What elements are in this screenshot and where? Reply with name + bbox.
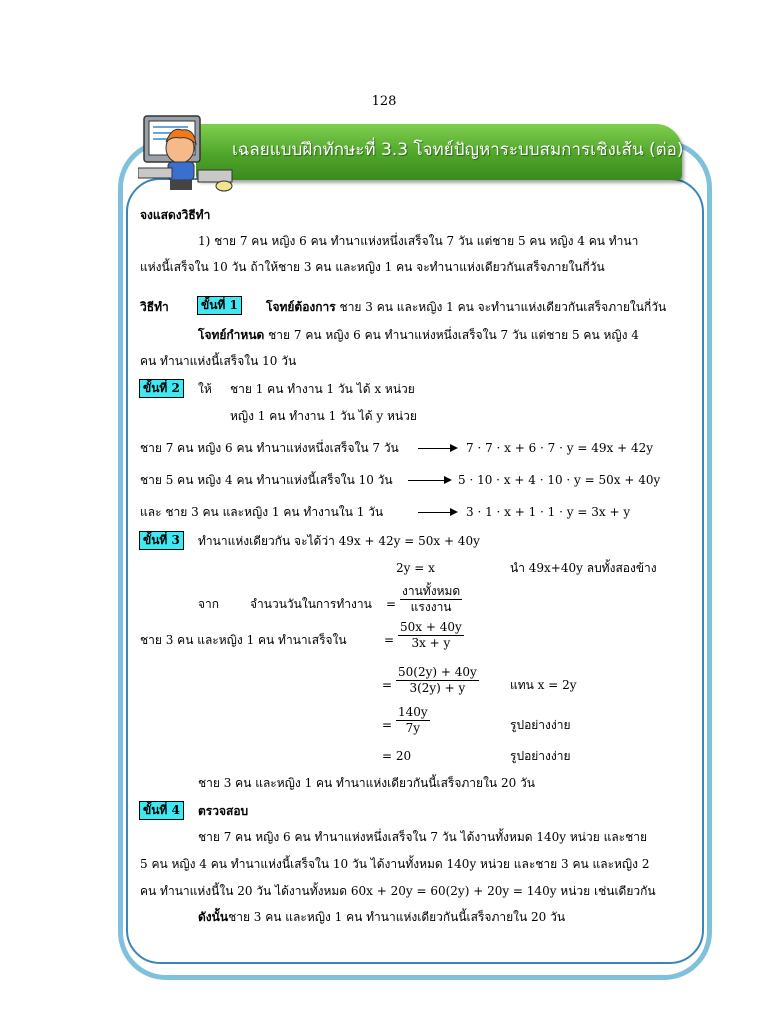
fraction-denominator: 3(2y) + y xyxy=(409,681,466,695)
fraction-3 xyxy=(396,705,430,736)
fraction-denominator: 3x + y xyxy=(411,636,451,650)
step-3-result: = 20 xyxy=(382,749,412,763)
step-4-final: ดังนั้นชาย 3 คน และหญิง 1 คน ทำนาแห่งเดียวกันนี้เสร็จภายใน 20 วัน xyxy=(198,910,566,924)
step-3-days-label: จำนวนวันในการทำงาน xyxy=(250,597,372,611)
step-2-row-2-left: ชาย 5 คน หญิง 4 คน ทำนาแห่งนี้เสร็จใน 10 วัน xyxy=(140,473,393,487)
step-4-label: ตรวจสอบ xyxy=(198,804,249,818)
fraction-work-over-labor xyxy=(400,584,462,615)
step-2-row-3-left: และ ชาย 3 คน และหญิง 1 คน ทำงานใน 1 วัน xyxy=(140,505,384,519)
step-2-row-1-left: ชาย 7 คน หญิง 6 คน ทำนาแห่งหนึ่งเสร็จใน 7 วัน xyxy=(140,441,399,455)
fraction-numerator: 140y xyxy=(398,705,428,719)
step-3-note-1: นำ 49x+40y ลบทั้งสองข้าง xyxy=(510,561,657,575)
step-3-note-4: รูปอย่างง่าย xyxy=(510,749,571,763)
problem-line-2: แห่งนี้เสร็จใน 10 วัน ถ้าให้ชาย 3 คน และหญิง 1 คน จะทำนาแห่งเดียวกันเสร็จภายในกี่วัน xyxy=(140,260,605,274)
step-3-intro: ทำนาแห่งเดียวกัน จะได้ว่า 49x + 42y = 50x + 40y xyxy=(198,534,480,548)
fraction-1 xyxy=(398,620,464,651)
problem-line-1: 1) ชาย 7 คน หญิง 6 คน ทำนาแห่งหนึ่งเสร็จใน 7 วัน แต่ชาย 5 คน หญิง 4 คน ทำนา xyxy=(198,234,639,248)
banner-title: เฉลยแบบฝึกทักษะที่ 3.3 โจทย์ปัญหาระบบสมการเชิงเส้น (ต่อ) xyxy=(232,140,684,160)
step-3-note-3: รูปอย่างง่าย xyxy=(510,718,571,732)
step-3-tag: ขั้นที่ 3 xyxy=(139,531,184,550)
fraction-numerator: งานทั้งหมด xyxy=(402,584,461,598)
step-1-given: โจทย์กำหนด ชาย 7 คน หญิง 6 คน ทำนาแห่งหนึ่งเสร็จใน 7 วัน แต่ชาย 5 คน หญิง 4 xyxy=(198,328,639,342)
step-2-def-x: ชาย 1 คน ทำงาน 1 วัน ได้ x หน่วย xyxy=(230,382,415,396)
step-3-row-label: ชาย 3 คน และหญิง 1 คน ทำนาเสร็จใน xyxy=(140,633,347,647)
step-2-row-2-right: 5 · 10 · x + 4 · 10 · y = 50x + 40y xyxy=(458,473,661,487)
step-1-given-line-2: คน ทำนาแห่งนี้เสร็จใน 10 วัน xyxy=(140,354,297,368)
fraction-denominator: แรงงาน xyxy=(410,600,452,614)
equals-sign: = xyxy=(384,633,395,647)
step-4-tag: ขั้นที่ 4 xyxy=(139,801,184,820)
method-label: วิธีทำ xyxy=(140,300,169,314)
section-heading: จงแสดงวิธีทำ xyxy=(140,208,211,222)
step-4-line-2: 5 คน หญิง 4 คน ทำนาแห่งนี้เสร็จใน 10 วัน ได้งานทั้งหมด 140y หน่วย และชาย 3 คน และหญิง 2 xyxy=(140,857,650,871)
fraction-2 xyxy=(396,665,479,696)
step-1-tag: ขั้นที่ 1 xyxy=(197,296,242,315)
step-2-row-1-right: 7 · 7 · x + 6 · 7 · y = 49x + 42y xyxy=(466,441,653,455)
page-number: 128 xyxy=(371,94,397,109)
step-2-let: ให้ xyxy=(198,382,212,396)
fraction-numerator: 50(2y) + 40y xyxy=(398,665,477,679)
step-4-line-3: คน ทำนาแห่งนี้ใน 20 วัน ได้งานทั้งหมด 60x + 20y = 60(2y) + 20y = 140y หน่วย เช่นเดียวกัน xyxy=(140,884,656,898)
computer-student-icon xyxy=(138,112,238,196)
arrow-icon xyxy=(408,480,450,481)
step-2-row-3-right: 3 · 1 · x + 1 · 1 · y = 3x + y xyxy=(466,505,631,519)
step-2-def-y: หญิง 1 คน ทำงาน 1 วัน ได้ y หน่วย xyxy=(230,409,417,423)
step-1-want: โจทย์ต้องการ ชาย 3 คน และหญิง 1 คน จะทำนาแห่งเดียวกันเสร็จภายในกี่วัน xyxy=(266,300,667,314)
equals-sign: = xyxy=(382,718,393,732)
step-2-tag: ขั้นที่ 2 xyxy=(139,379,184,398)
arrow-icon xyxy=(418,512,456,513)
step-3-from: จาก xyxy=(198,597,220,611)
fraction-numerator: 50x + 40y xyxy=(400,620,462,634)
step-4-line-1: ชาย 7 คน หญิง 6 คน ทำนาแห่งหนึ่งเสร็จใน 7 วัน ได้งานทั้งหมด 140y หน่วย และชาย xyxy=(198,830,648,844)
equals-sign: = xyxy=(382,678,393,692)
step-3-conclusion: ชาย 3 คน และหญิง 1 คน ทำนาแห่งเดียวกันนี้เสร็จภายใน 20 วัน xyxy=(198,776,535,790)
step-3-eq-1: 2y = x xyxy=(396,561,435,575)
equals-sign: = xyxy=(386,597,397,611)
fraction-denominator: 7y xyxy=(405,721,421,735)
arrow-icon xyxy=(418,448,456,449)
step-3-note-2: แทน x = 2y xyxy=(510,678,577,692)
